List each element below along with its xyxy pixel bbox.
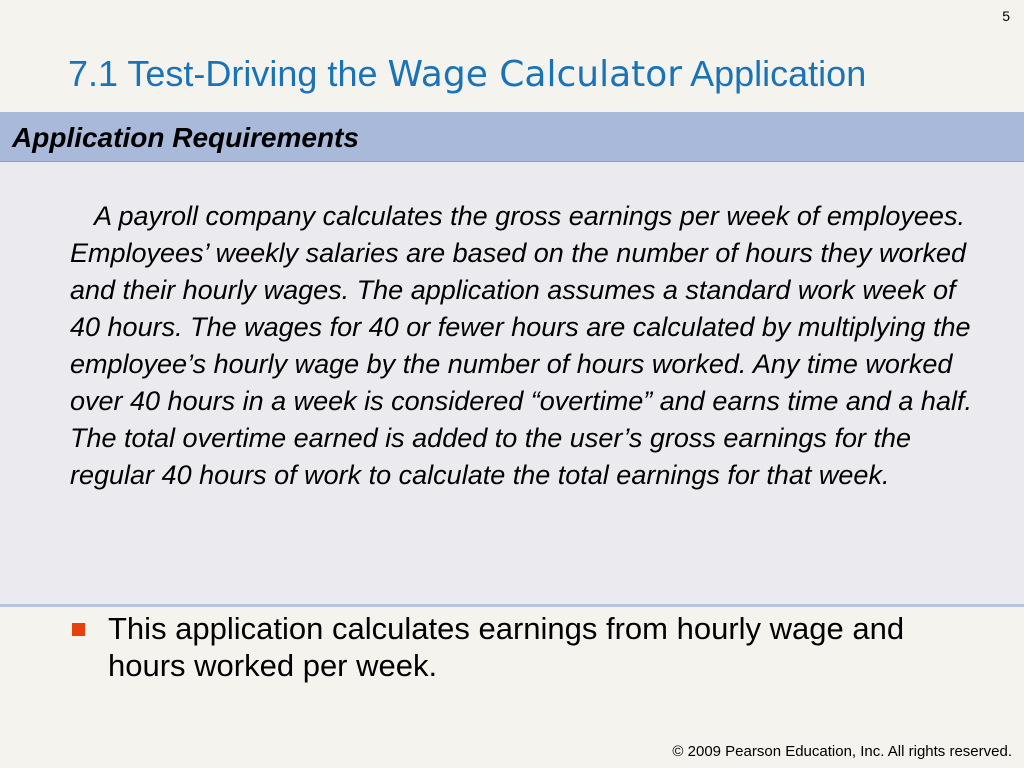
bullet-square-icon	[72, 623, 85, 636]
title-prefix: 7.1 Test-Driving the	[68, 53, 388, 94]
bullet-item	[70, 610, 950, 684]
slide-title	[68, 52, 866, 97]
section-heading: Application Requirements	[12, 122, 359, 153]
page-number: 5	[1002, 8, 1010, 24]
bullet-text: This application calculates earnings from hourly wage and hours worked per week.	[108, 611, 905, 683]
section-header-bar	[0, 112, 1024, 162]
title-suffix: Application	[682, 53, 867, 94]
title-app-name: Wage Calculator	[387, 54, 683, 95]
section-divider	[0, 604, 1024, 607]
copyright-footer: © 2009 Pearson Education, Inc. All rights reserved.	[672, 743, 1012, 760]
requirements-text: A payroll company calculates the gross earnings per week of employees. Employees’ weekly salaries are based on the number of hours they worked and their hourly wages. The application assumes a standard work week of 40 hours. The wages for 40 or fewer hours are calculated by multiplying the employee’s hourly wage by the number of hours worked. Any time worked over 40 hours in a week is considered “overtime” and earns time and a half. The total overtime earned is added to the user’s gross earnings for the regular 40 hours of work to calculate the total earnings for that week.	[70, 201, 972, 490]
